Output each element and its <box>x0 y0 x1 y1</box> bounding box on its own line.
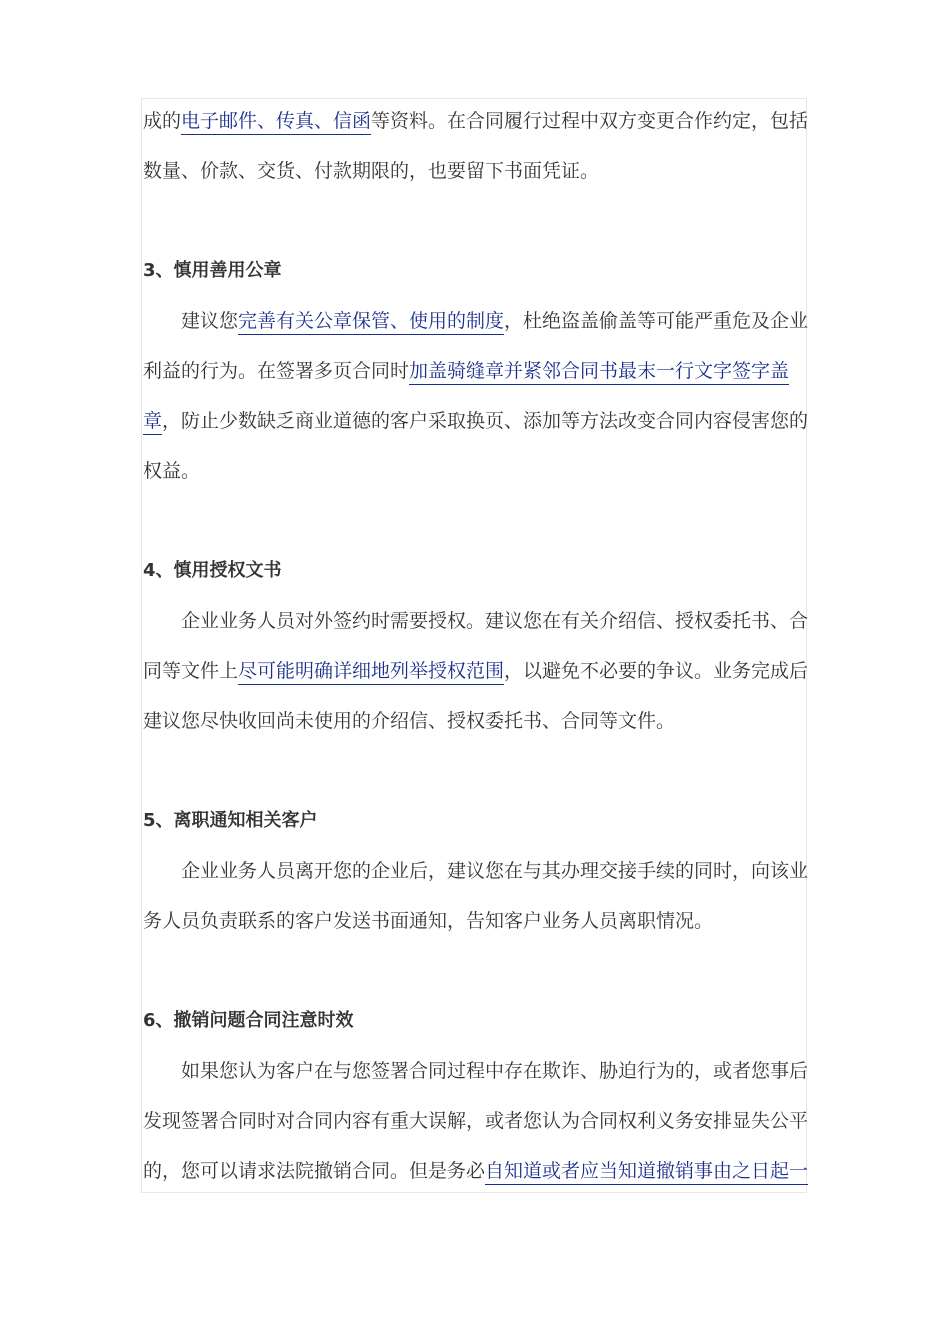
section-3-text-2: ，杜绝盗盖偷盖等可能严重危及企业利益的行为。在签署多页合同时 <box>143 310 809 382</box>
section-3-highlight-link-1[interactable]: 完善有关公章保管、使用的制度 <box>238 310 504 335</box>
section-5-heading: 5、离职通知相关客户 <box>143 810 318 831</box>
section-4-heading: 4、慎用授权文书 <box>143 560 282 581</box>
spacer <box>143 196 809 246</box>
section-6-highlight-link-1[interactable]: 自知道或者应当知道撤销事由之日起一 <box>485 1160 808 1185</box>
section-4-paragraph <box>143 596 809 746</box>
intro-text-2: 等资料。在合同履行过程中双方变更合作约定，包括数量、价款、交货、付款期限的，也要留下书面凭证。 <box>143 110 809 182</box>
intro-text-1: 成的 <box>143 110 182 132</box>
section-6-text-1: 如果您认为客户在与您签署合同过程中存在欺诈、胁迫行为的，或者您事后发现签署合同时对合同内容有重大误解，或者您认为合同权利义务安排显失公平的，您可以请求法院撤销合同。但是务必 <box>143 1060 809 1182</box>
intro-paragraph <box>143 96 809 196</box>
section-6-paragraph <box>143 1046 809 1196</box>
spacer <box>143 746 809 796</box>
section-4-highlight-link-1[interactable]: 尽可能明确详细地列举授权范围 <box>238 660 504 685</box>
section-3-text-3: ，防止少数缺乏商业道德的客户采取换页、添加等方法改变合同内容侵害您的权益。 <box>143 410 809 482</box>
section-3-heading: 3、慎用善用公章 <box>143 260 282 281</box>
section-4-text-1: 企业业务人员对外签约时需要授权。建议您在有关介绍信、授权委托书、合同等文件上 <box>143 610 809 682</box>
section-4-text-2: ，以避免不必要的争议。业务完成后建议您尽快收回尚未使用的介绍信、授权委托书、合同等文件。 <box>143 660 809 732</box>
section-3-highlight-link-2[interactable]: 加盖骑缝章并紧邻合同书最末一行文字签字盖章 <box>143 360 789 435</box>
section-3-text-1: 建议您 <box>181 310 239 332</box>
section-6-heading: 6、撤销问题合同注意时效 <box>143 1010 354 1031</box>
document-body <box>143 96 809 1196</box>
section-5-paragraph: 企业业务人员离开您的企业后，建议您在与其办理交接手续的同时，向该业务人员负责联系的客户发送书面通知，告知客户业务人员离职情况。 <box>143 860 809 932</box>
spacer <box>143 496 809 546</box>
section-3-paragraph <box>143 296 809 496</box>
spacer <box>143 946 809 996</box>
intro-highlight-link[interactable]: 电子邮件、传真、信函 <box>181 110 371 135</box>
